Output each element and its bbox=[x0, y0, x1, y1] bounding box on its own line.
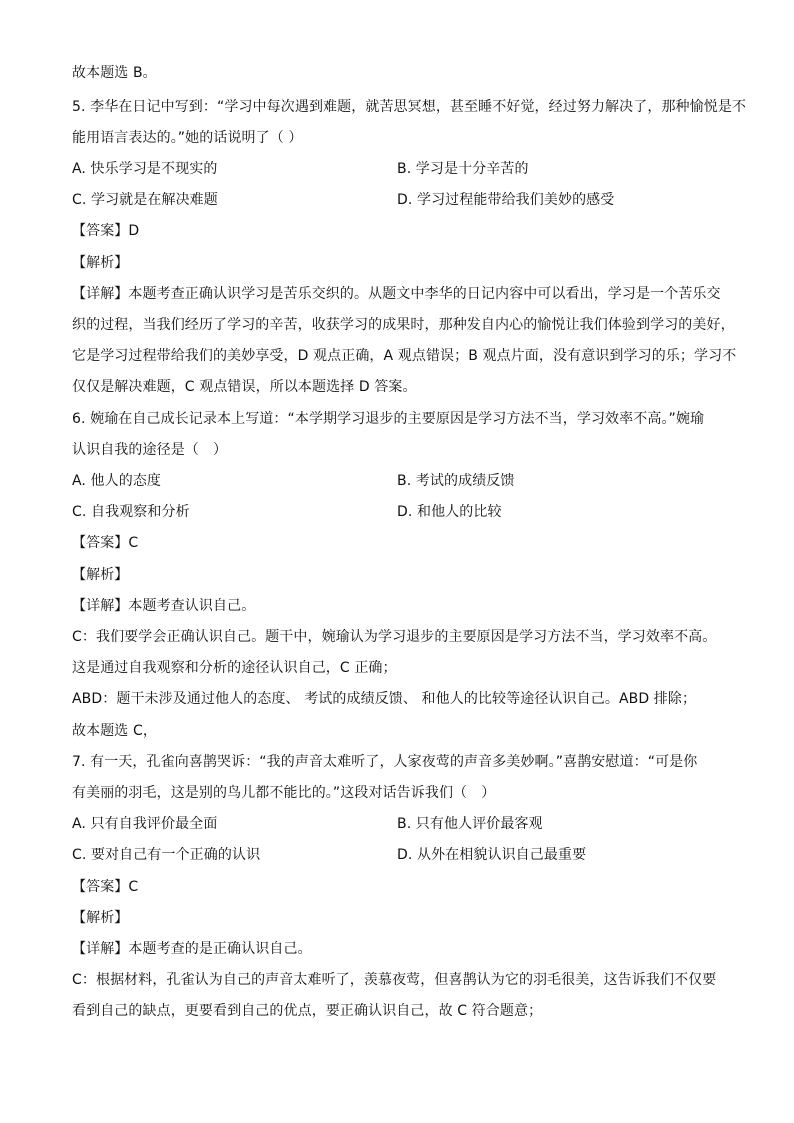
question-7-option-b: B. 只有他人评价最客观 bbox=[397, 816, 543, 832]
question-7-stem-cont: 有美丽的羽毛，这是别的鸟儿都不能比的。”这段对话告诉我们（ ） bbox=[72, 785, 496, 801]
question-5-option-c: C. 学习就是在解决难题 bbox=[72, 192, 218, 208]
text-line: 故本题选 B。 bbox=[72, 65, 157, 81]
question-7-stem: 7. 有一天，孔雀向喜鹊哭诉：“我的声音太难听了，人家夜莺的声音多美妙啊。”喜鹊安慰道：“可是你 bbox=[72, 754, 698, 770]
question-5-explanation: 仅仅是解决难题，C 观点错误，所以本题选择 D 答案。 bbox=[72, 379, 417, 395]
question-7-option-a: A. 只有自我评价最全面 bbox=[72, 816, 218, 832]
question-6-explanation: 故本题选 C， bbox=[72, 723, 157, 739]
question-6-option-b: B. 考试的成绩反馈 bbox=[397, 473, 515, 489]
question-5-explanation: 【详解】本题考查正确认识学习是苦乐交织的。从题文中李华的日记内容中可以看出，学习是一个苦乐交 bbox=[72, 286, 721, 302]
question-6-analysis-label: 【解析】 bbox=[72, 567, 129, 583]
question-7-explanation: C：根据材料，孔雀认为自己的声音太难听了，羡慕夜莺，但喜鹊认为它的羽毛很美，这告诉我们不仅要 bbox=[72, 972, 717, 988]
question-5-option-d: D. 学习过程能带给我们美妙的感受 bbox=[397, 192, 615, 208]
question-6-stem: 6. 婉瑜在自己成长记录本上写道：“本学期学习退步的主要原因是学习方法不当，学习效率不高。”婉瑜 bbox=[72, 411, 705, 427]
question-5-stem-cont: 能用语言表达的。”她的话说明了（ ） bbox=[72, 130, 303, 146]
question-5-answer: 【答案】D bbox=[72, 223, 140, 239]
question-6-option-c: C. 自我观察和分析 bbox=[72, 504, 190, 520]
question-7-option-c: C. 要对自己有一个正确的认识 bbox=[72, 847, 261, 863]
question-5-option-b: B. 学习是十分辛苦的 bbox=[397, 161, 529, 177]
question-5-explanation: 织的过程，当我们经历了学习的辛苦，收获学习的成果时，那种发自内心的愉悦让我们体验到学习的美好， bbox=[72, 317, 735, 333]
question-7-explanation: 看到自己的缺点，更要看到自己的优点，要正确认识自己，故 C 符合题意； bbox=[72, 1003, 543, 1019]
question-5-option-a: A. 快乐学习是不现实的 bbox=[72, 161, 218, 177]
question-5-explanation: 它是学习过程带给我们的美妙享受，D 观点正确，A 观点错误；B 观点片面，没有意识到学习的乐；学习不 bbox=[72, 348, 737, 364]
question-5-analysis-label: 【解析】 bbox=[72, 255, 129, 271]
question-7-answer: 【答案】C bbox=[72, 879, 139, 895]
question-5-stem: 5. 李华在日记中写到：“学习中每次遇到难题，就苦思冥想，甚至睡不好觉，经过努力解决了，那种愉悦是不 bbox=[72, 99, 747, 115]
question-6-explanation: ABD：题干未涉及通过他人的态度、 考试的成绩反馈、 和他人的比较等途径认识自己。ABD 排除； bbox=[72, 691, 697, 707]
question-6-answer: 【答案】C bbox=[72, 535, 139, 551]
question-6-explanation: C：我们要学会正确认识自己。题干中，婉瑜认为学习退步的主要原因是学习方法不当，学习效率不高。 bbox=[72, 629, 717, 645]
question-6-option-d: D. 和他人的比较 bbox=[397, 504, 502, 520]
question-7-explanation: 【详解】本题考查的是正确认识自己。 bbox=[72, 941, 312, 957]
question-6-option-a: A. 他人的态度 bbox=[72, 473, 162, 489]
question-6-explanation: 【详解】本题考查认识自己。 bbox=[72, 598, 256, 614]
question-6-stem-cont: 认识自我的途径是（ ） bbox=[72, 442, 228, 458]
question-7-analysis-label: 【解析】 bbox=[72, 910, 129, 926]
question-6-explanation: 这是通过自我观察和分析的途径认识自己，C 正确； bbox=[72, 660, 397, 676]
question-7-option-d: D. 从外在相貌认识自己最重要 bbox=[397, 847, 587, 863]
